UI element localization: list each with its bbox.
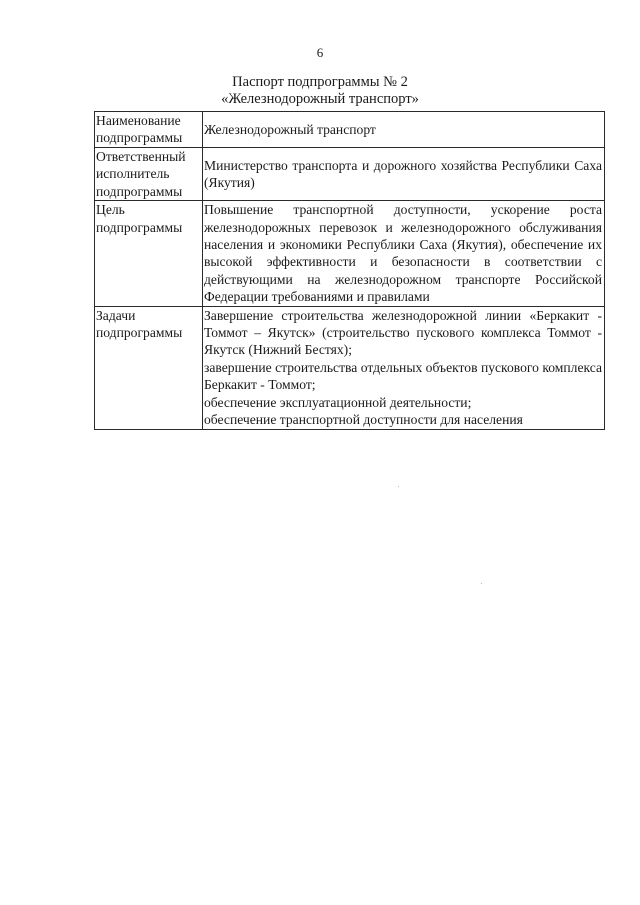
table-row bbox=[95, 201, 605, 306]
table-row bbox=[95, 112, 605, 148]
row-label-name: Наименование подпрограммы bbox=[95, 112, 203, 148]
row-value-tasks bbox=[203, 306, 605, 429]
row-value-executor: Министерство транспорта и дорожного хозяйства Республики Саха (Якутия) bbox=[203, 148, 605, 201]
document-title-line-1: Паспорт подпрограммы № 2 bbox=[232, 74, 408, 90]
task-item: Завершение строительства железнодорожной линии «Беркакит - Томмот – Якутск» (строительство пускового комплекса Томмот - Якутск (Нижний Бестях); bbox=[204, 307, 602, 358]
scan-speck bbox=[398, 486, 399, 487]
row-label-goal: Цель подпрограммы bbox=[95, 201, 203, 306]
subprogram-passport-table bbox=[94, 111, 605, 430]
task-item: обеспечение транспортной доступности для населения bbox=[204, 412, 523, 428]
row-value-name: Железнодорожный транспорт bbox=[203, 112, 605, 148]
row-label-tasks: Задачи подпрограммы bbox=[95, 306, 203, 429]
document-title-line-2: «Железнодорожный транспорт» bbox=[221, 91, 419, 107]
row-label-executor: Ответственный исполнитель подпрограммы bbox=[95, 148, 203, 201]
scan-speck bbox=[481, 583, 482, 584]
task-item: завершение строительства отдельных объектов пускового комплекса Беркакит - Томмот; bbox=[204, 359, 602, 393]
document-title bbox=[0, 74, 640, 108]
table-row bbox=[95, 148, 605, 201]
table-row bbox=[95, 306, 605, 429]
page-number: 6 bbox=[316, 45, 324, 60]
task-item: обеспечение эксплуатационной деятельности; bbox=[204, 394, 472, 410]
row-value-goal: Повышение транспортной доступности, ускорение роста железнодорожных перевозок и железнодорожного обслуживания населения и экономики Республики Саха (Якутия), обеспечение их высокой эффективности и безопасности в соответствии с действующими на железнодорожном транспорте Российской Федерации требованиями и правилами bbox=[203, 201, 605, 306]
